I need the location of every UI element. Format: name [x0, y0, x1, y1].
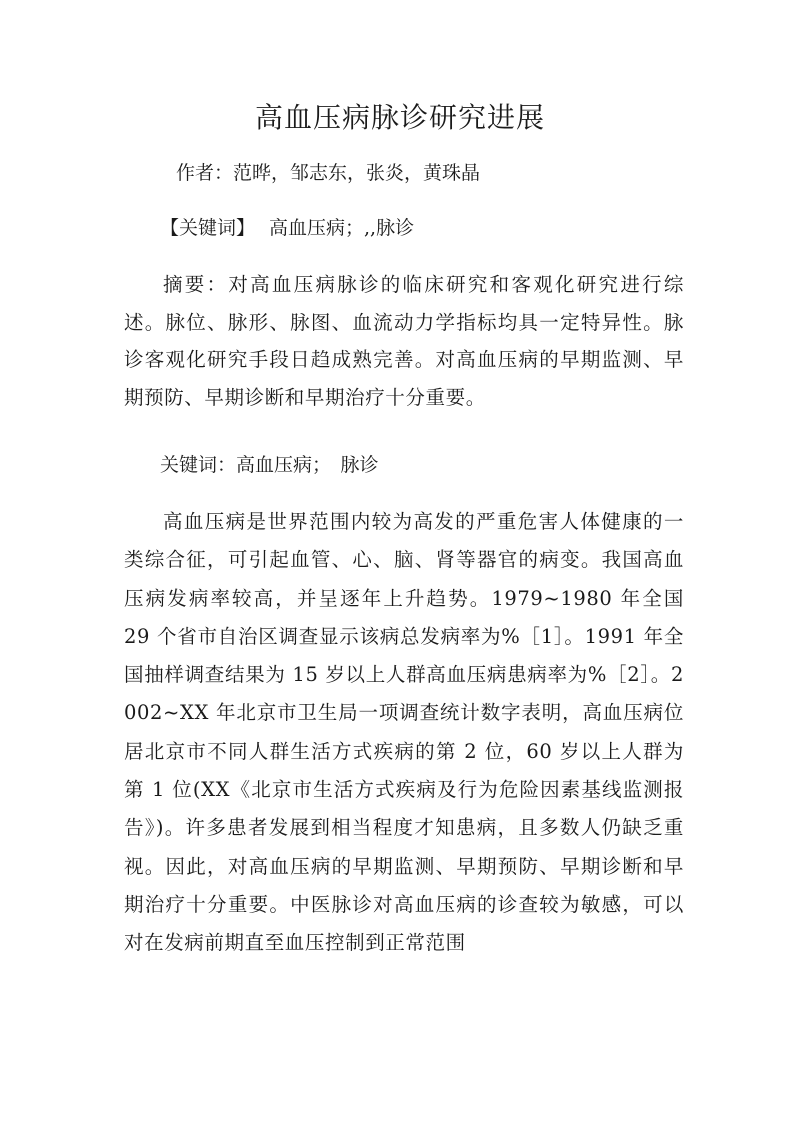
authors-line: 作者：范晔，邹志东，张炎，黄珠晶	[176, 162, 481, 184]
abstract-paragraph: 摘要：对高血压病脉诊的临床研究和客观化研究进行综述。脉位、脉形、脉图、血流动力学指标均具一定特异性。脉诊客观化研究手段日趋成熟完善。对高血压病的早期监测、早期预防、早期诊断和早期治疗十分重要。	[124, 273, 684, 409]
keywords-line: 关键词：高血压病； 脉诊	[160, 454, 379, 476]
body-paragraph: 高血压病是世界范围内较为高发的严重危害人体健康的一类综合征，可引起血管、心、脑、肾等器官的病变。我国高血压病发病率较高，并呈逐年上升趋势。1979~1980 年全国 29 个省市自治区调查显示该病总发病率为%［1］。1991 年全国抽样调查结果为 15 岁以上人群高血压病患病率为%［2］。2 002~XX 年北京市卫生局一项调查统计数字表明，高血压病位居北京市不同人群生活方式疾病的第 2 位，60 岁以上人群为第 1 位(XX《北京市生活方式疾病及行为危险因素基线监测报告》)。许多患者发展到相当程度才知患病，且多数人仍缺乏重视。因此，对高血压病的早期监测、早期预防、早期诊断和早期治疗十分重要。中医脉诊对高血压病的诊查较为敏感，可以对在发病前期直至血压控制到正常范围	[124, 510, 684, 955]
keywords-header-values: 高血压病；,,脉诊	[269, 217, 415, 239]
document-title: 高血压病脉诊研究进展	[254, 101, 545, 134]
keywords-header-label: 【关键词】	[160, 217, 256, 239]
keywords-header-line	[160, 213, 414, 243]
